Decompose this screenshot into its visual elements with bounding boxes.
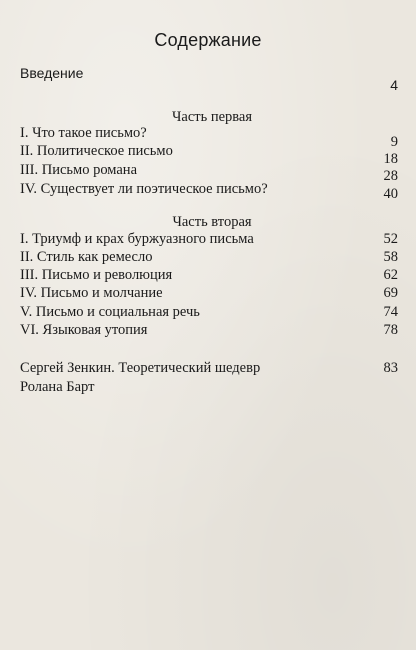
toc-entry-page-row [0,184,416,204]
toc-entry-label: III. Письмо и революция [20,267,173,283]
toc-entry-label: VI. Языковая утопия [20,322,148,338]
toc-entry-label: IV. Существует ли поэтическое письмо? [20,181,268,197]
toc-entry [0,247,416,267]
part-heading-second: Часть вторая [172,214,252,230]
toc-entry [0,283,416,303]
toc-entry [0,302,416,322]
toc-entry-label: I. Триумф и крах буржуазного письма [20,231,254,247]
toc-entry-label: II. Политическое письмо [20,143,173,159]
toc-entry-introduction-page-row [0,75,416,95]
toc-page-number: 69 [383,285,398,301]
toc-page-number: 62 [383,267,398,283]
toc-page-number: 40 [383,186,398,202]
toc-page-number: 83 [383,360,398,376]
toc-entry [0,229,416,249]
toc-page-number: 18 [383,151,398,167]
toc-page-number: 78 [383,322,398,338]
toc-page-number: 4 [390,77,398,93]
part-heading-first: Часть первая [171,109,253,125]
toc-entry-label: Ролана Барт [20,379,95,395]
toc-page-number: 28 [383,168,398,184]
toc-page-number: 74 [383,304,398,320]
toc-entry-label: V. Письмо и социальная речь [20,304,200,320]
toc-entry-afterword [0,358,416,378]
toc-entry-label: IV. Письмо и молчание [20,285,163,301]
toc-entry-label: III. Письмо романа [20,162,137,178]
toc-entry-label: I. Что такое письмо? [20,125,147,141]
toc-page-number: 58 [383,249,398,265]
toc-entry [0,265,416,285]
toc-entry-label: Введение [20,65,84,81]
toc-entry-label: II. Стиль как ремесло [20,249,153,265]
toc-page-number: 9 [390,134,398,150]
toc-entry [0,320,416,340]
page-title: Содержание [154,30,262,50]
toc-page-number: 52 [383,231,398,247]
toc-entry-afterword-continued [0,377,416,397]
toc-entry-label: Сергей Зенкин. Теоретический шедевр [20,360,261,376]
